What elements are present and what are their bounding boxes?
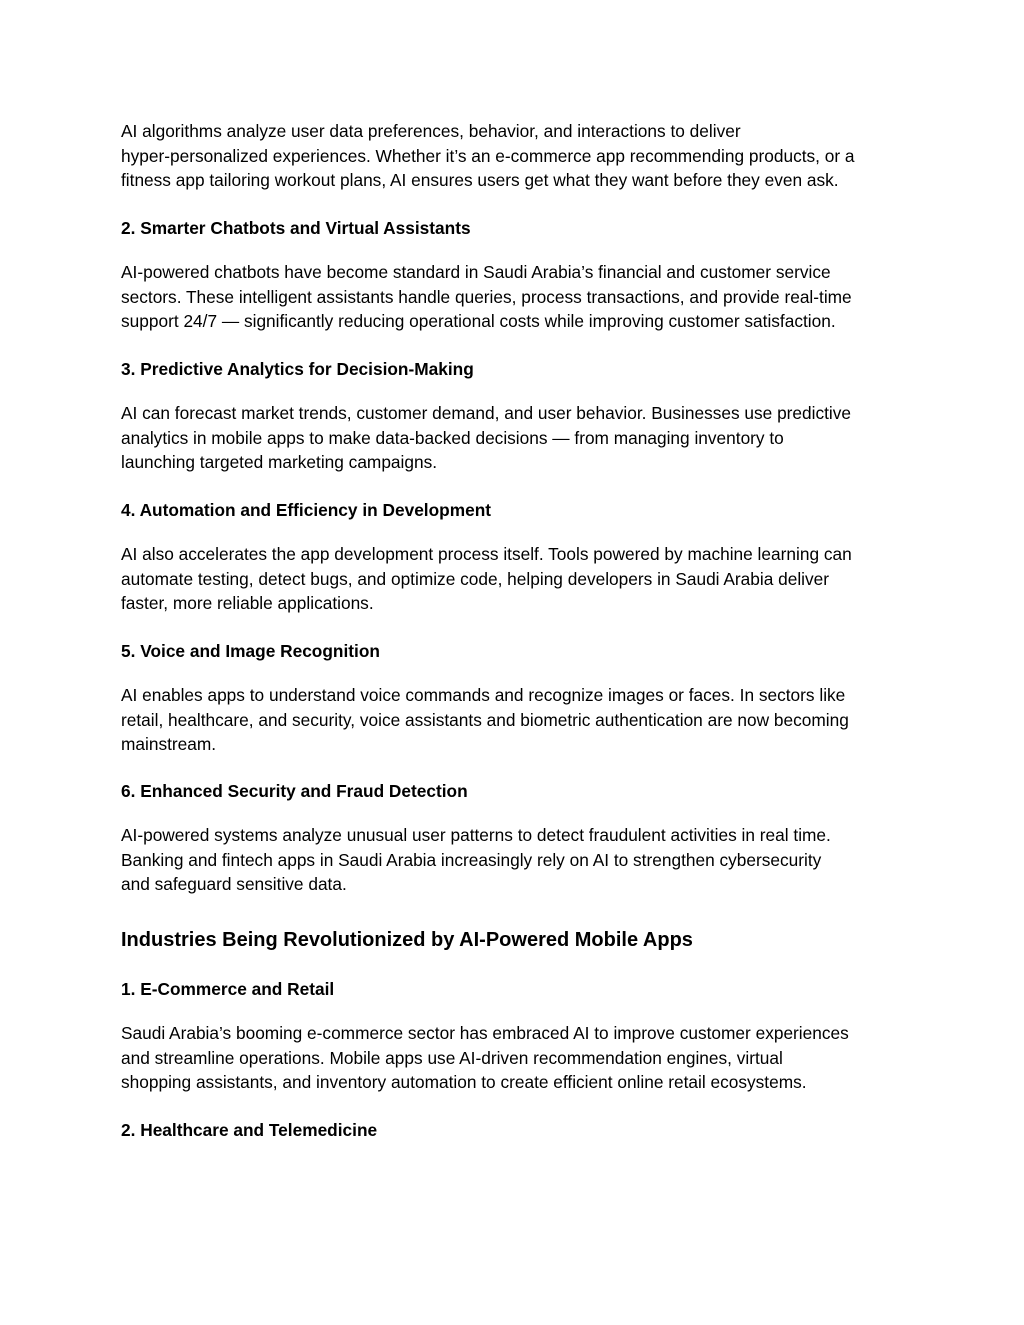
paragraph-line: Saudi Arabia’s booming e-commerce sector has embraced AI to improve customer experiences <box>121 1023 849 1043</box>
section-paragraph-chatbots <box>121 260 911 334</box>
section-paragraph-voice-image <box>121 683 911 757</box>
industries-section-title: Industries Being Revolutionized by AI-Powered Mobile Apps <box>121 929 693 951</box>
intro-paragraph <box>121 119 911 193</box>
paragraph-line: AI enables apps to understand voice commands and recognize images or faces. In sectors like <box>121 685 846 705</box>
paragraph-line: faster, more reliable applications. <box>121 593 374 613</box>
paragraph-line: AI also accelerates the app development process itself. Tools powered by machine learning can <box>121 544 852 564</box>
section-heading-predictive-analytics: 3. Predictive Analytics for Decision-Making <box>121 359 474 379</box>
paragraph-line: and streamline operations. Mobile apps use AI-driven recommendation engines, virtual <box>121 1047 783 1068</box>
paragraph-line: shopping assistants, and inventory automation to create efficient online retail ecosystems. <box>121 1072 807 1092</box>
section-heading-automation: 4. Automation and Efficiency in Development <box>121 500 492 520</box>
section-paragraph-security <box>121 823 911 897</box>
paragraph-line: AI-powered systems analyze unusual user patterns to detect fraudulent activities in real time. <box>121 825 831 845</box>
paragraph-line: analytics in mobile apps to make data-backed decisions — from managing inventory to <box>121 427 784 448</box>
industry-heading-ecommerce: 1. E-Commerce and Retail <box>121 979 335 999</box>
paragraph-line: sectors. These intelligent assistants handle queries, process transactions, and provide real-time <box>121 286 852 307</box>
section-heading-security: 6. Enhanced Security and Fraud Detection <box>121 781 468 801</box>
industry-heading-healthcare: 2. Healthcare and Telemedicine <box>121 1120 378 1140</box>
section-heading-voice-image: 5. Voice and Image Recognition <box>121 641 380 661</box>
industry-paragraph-ecommerce <box>121 1021 911 1095</box>
paragraph-line: fitness app tailoring workout plans, AI ensures users get what they want before they even ask. <box>121 170 839 190</box>
paragraph-line: AI algorithms analyze user data preferences, behavior, and interactions to deliver <box>121 121 741 141</box>
paragraph-line: automate testing, detect bugs, and optimize code, helping developers in Saudi Arabia deliver <box>121 568 830 589</box>
paragraph-line: hyper-personalized experiences. Whether it’s an e-commerce app recommending products, or a <box>121 145 855 166</box>
section-heading-chatbots: 2. Smarter Chatbots and Virtual Assistants <box>121 218 471 238</box>
paragraph-line: AI-powered chatbots have become standard in Saudi Arabia’s financial and customer service <box>121 262 831 282</box>
section-paragraph-automation <box>121 542 911 616</box>
paragraph-line: mainstream. <box>121 734 217 754</box>
paragraph-line: retail, healthcare, and security, voice assistants and biometric authentication are now becoming <box>121 709 849 730</box>
paragraph-line: support 24/7 — significantly reducing operational costs while improving customer satisfaction. <box>121 311 836 331</box>
paragraph-line: launching targeted marketing campaigns. <box>121 452 438 472</box>
paragraph-line: and safeguard sensitive data. <box>121 874 347 894</box>
section-paragraph-predictive-analytics <box>121 401 911 475</box>
paragraph-line: AI can forecast market trends, customer demand, and user behavior. Businesses use predictive <box>121 403 852 423</box>
paragraph-line: Banking and fintech apps in Saudi Arabia increasingly rely on AI to strengthen cybersecurity <box>121 849 822 870</box>
